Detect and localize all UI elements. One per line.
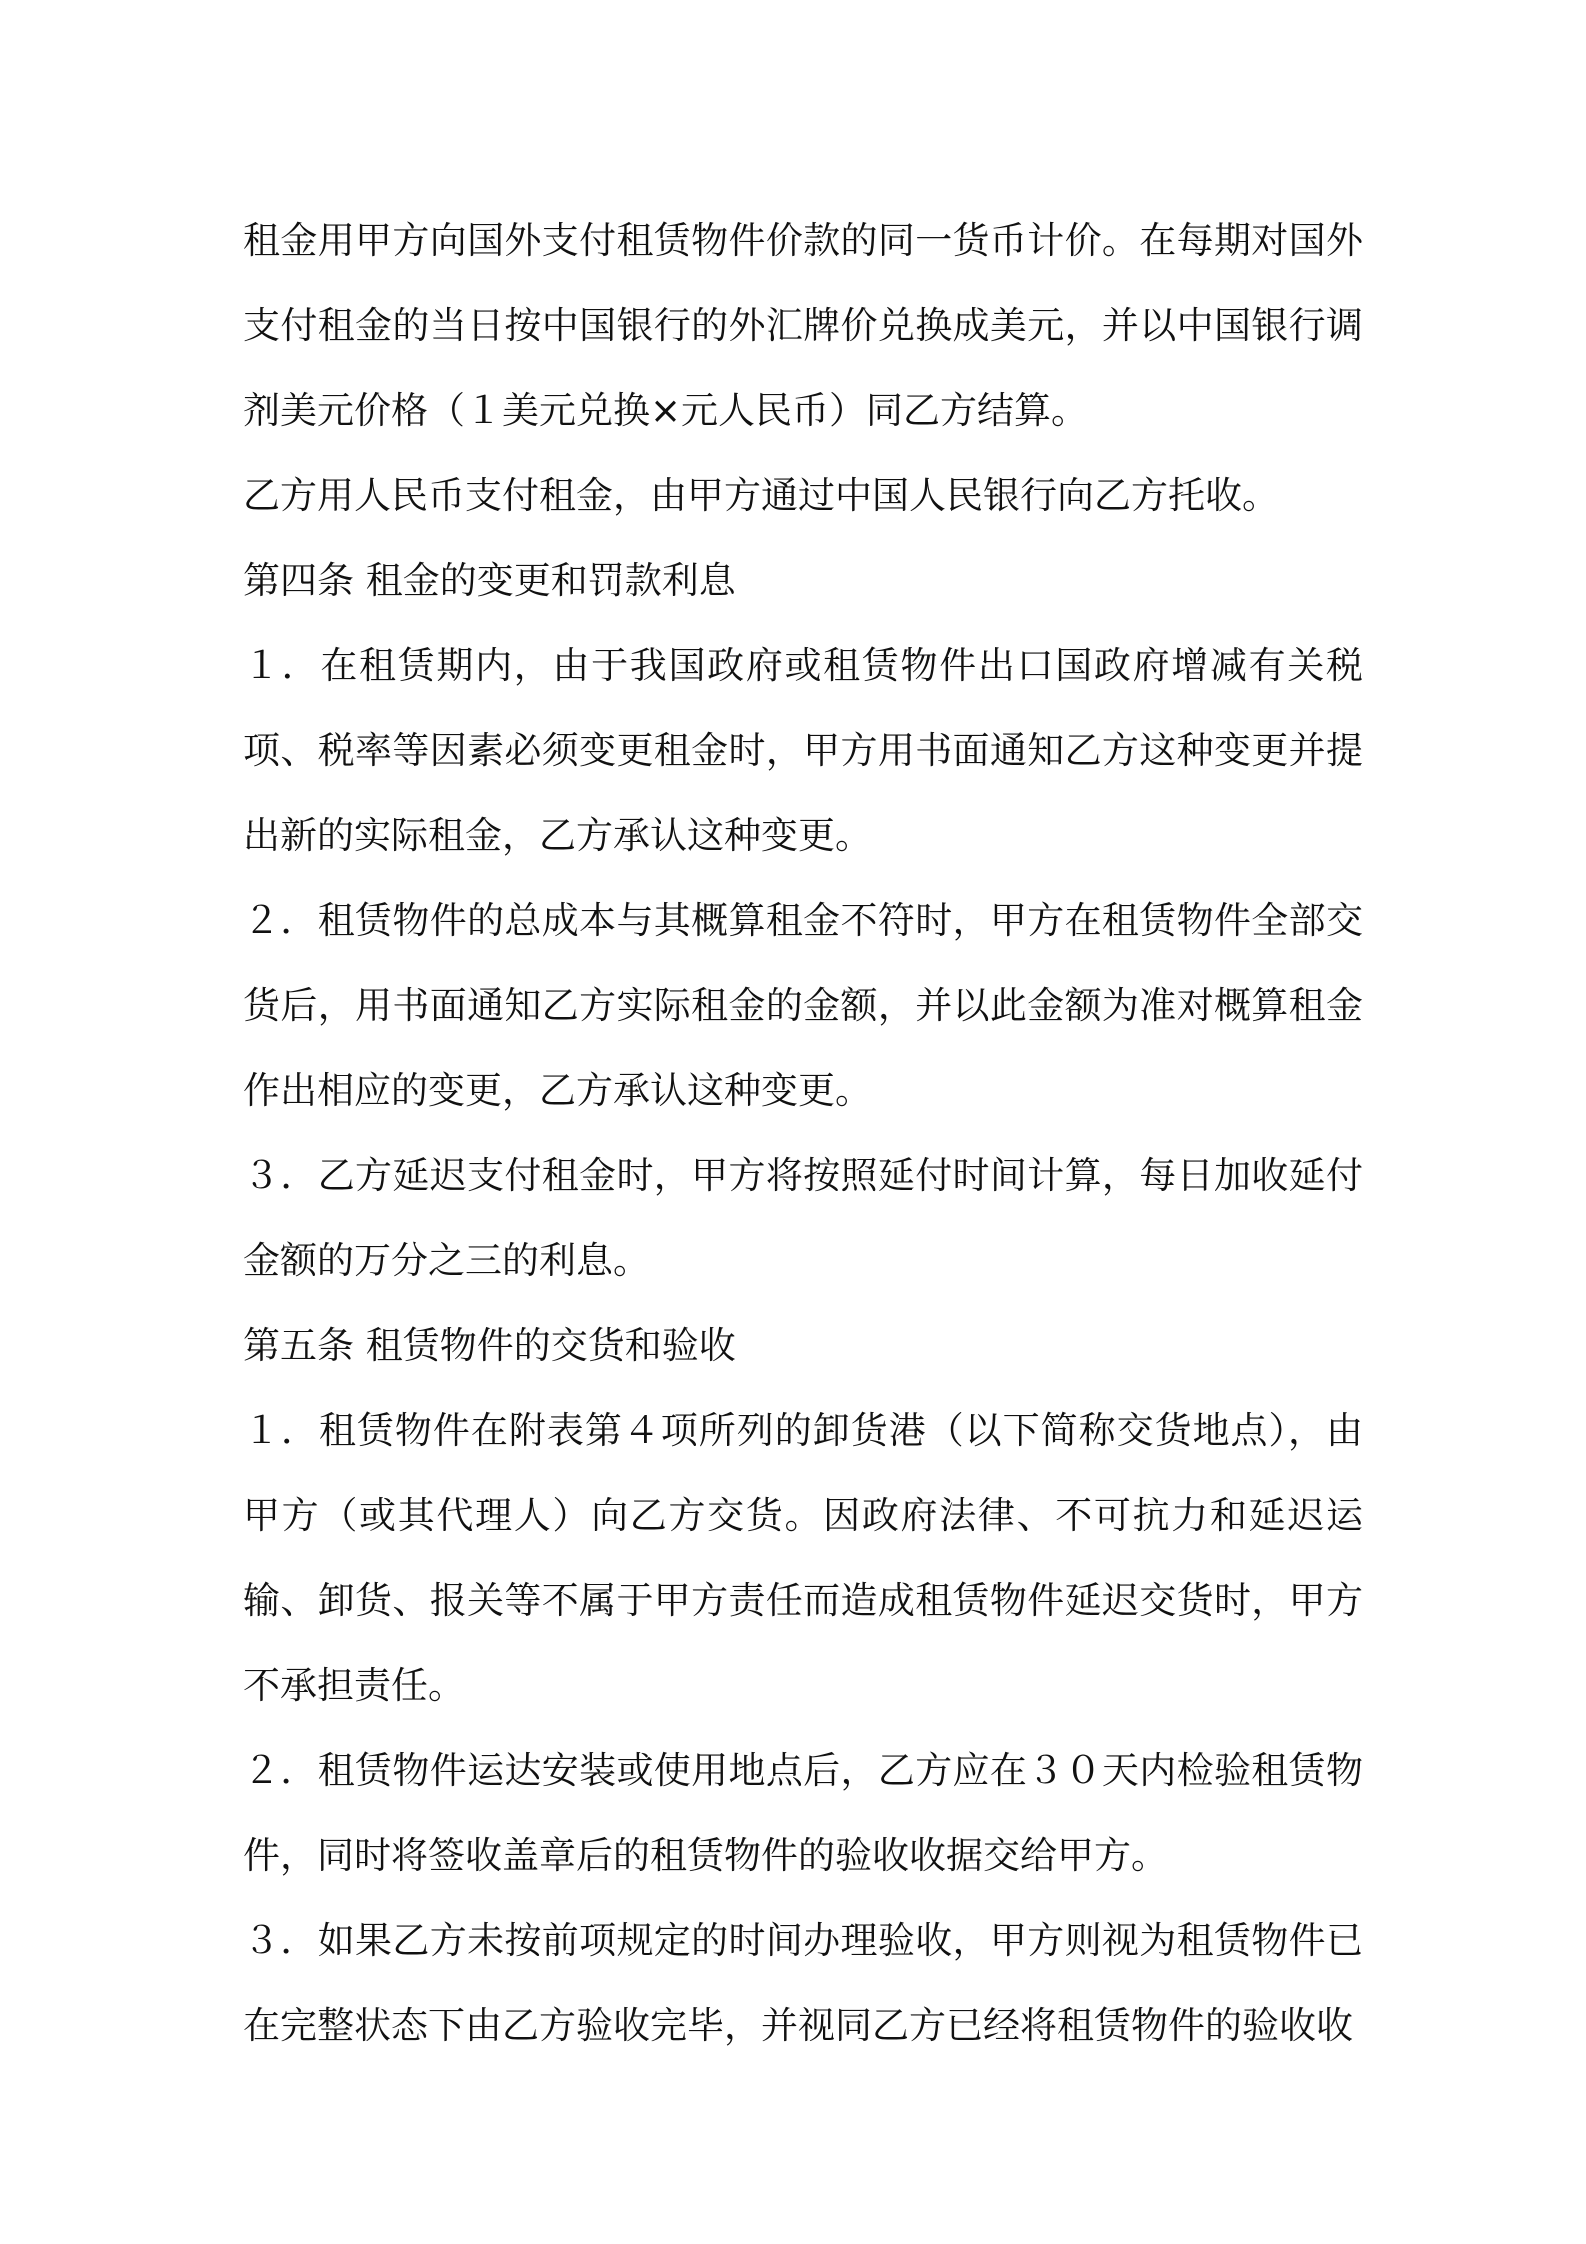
article-5-clause-2: ２．租赁物件运达安装或使用地点后，乙方应在３０天内检验租赁物件，同时将签收盖章后的租赁物件的验收收据交给甲方。 xyxy=(243,1749,1363,1877)
document-body xyxy=(243,198,1363,2068)
article-4-clause-3: ３．乙方延迟支付租金时，甲方将按照延付时间计算，每日加收延付金额的万分之三的利息。 xyxy=(243,1154,1363,1282)
paragraph-rmb-payment: 乙方用人民币支付租金，由甲方通过中国人民银行向乙方托收。 xyxy=(243,474,1279,517)
article-5-clause-3: ３．如果乙方未按前项规定的时间办理验收，甲方则视为租赁物件已在完整状态下由乙方验收完毕，并视同乙方已经将租赁物件的验收收 xyxy=(243,1919,1363,2047)
article-4-heading: 第四条 租金的变更和罚款利息 xyxy=(243,559,736,602)
article-5-heading: 第五条 租赁物件的交货和验收 xyxy=(243,1324,736,1367)
paragraph-currency-pricing: 租金用甲方向国外支付租赁物件价款的同一货币计价。在每期对国外支付租金的当日按中国银行的外汇牌价兑换成美元，并以中国银行调剂美元价格（１美元兑换×元人民币）同乙方结算。 xyxy=(243,219,1363,432)
article-4-clause-1: １．在租赁期内，由于我国政府或租赁物件出口国政府增减有关税项、税率等因素必须变更租金时，甲方用书面通知乙方这种变更并提出新的实际租金，乙方承认这种变更。 xyxy=(243,644,1363,857)
article-4-clause-2: ２．租赁物件的总成本与其概算租金不符时，甲方在租赁物件全部交货后，用书面通知乙方实际租金的金额，并以此金额为准对概算租金作出相应的变更，乙方承认这种变更。 xyxy=(243,899,1363,1112)
article-5-clause-1: １．租赁物件在附表第４项所列的卸货港（以下简称交货地点），由甲方（或其代理人）向乙方交货。因政府法律、不可抗力和延迟运输、卸货、报关等不属于甲方责任而造成租赁物件延迟交货时，甲方不承担责任。 xyxy=(243,1409,1363,1707)
